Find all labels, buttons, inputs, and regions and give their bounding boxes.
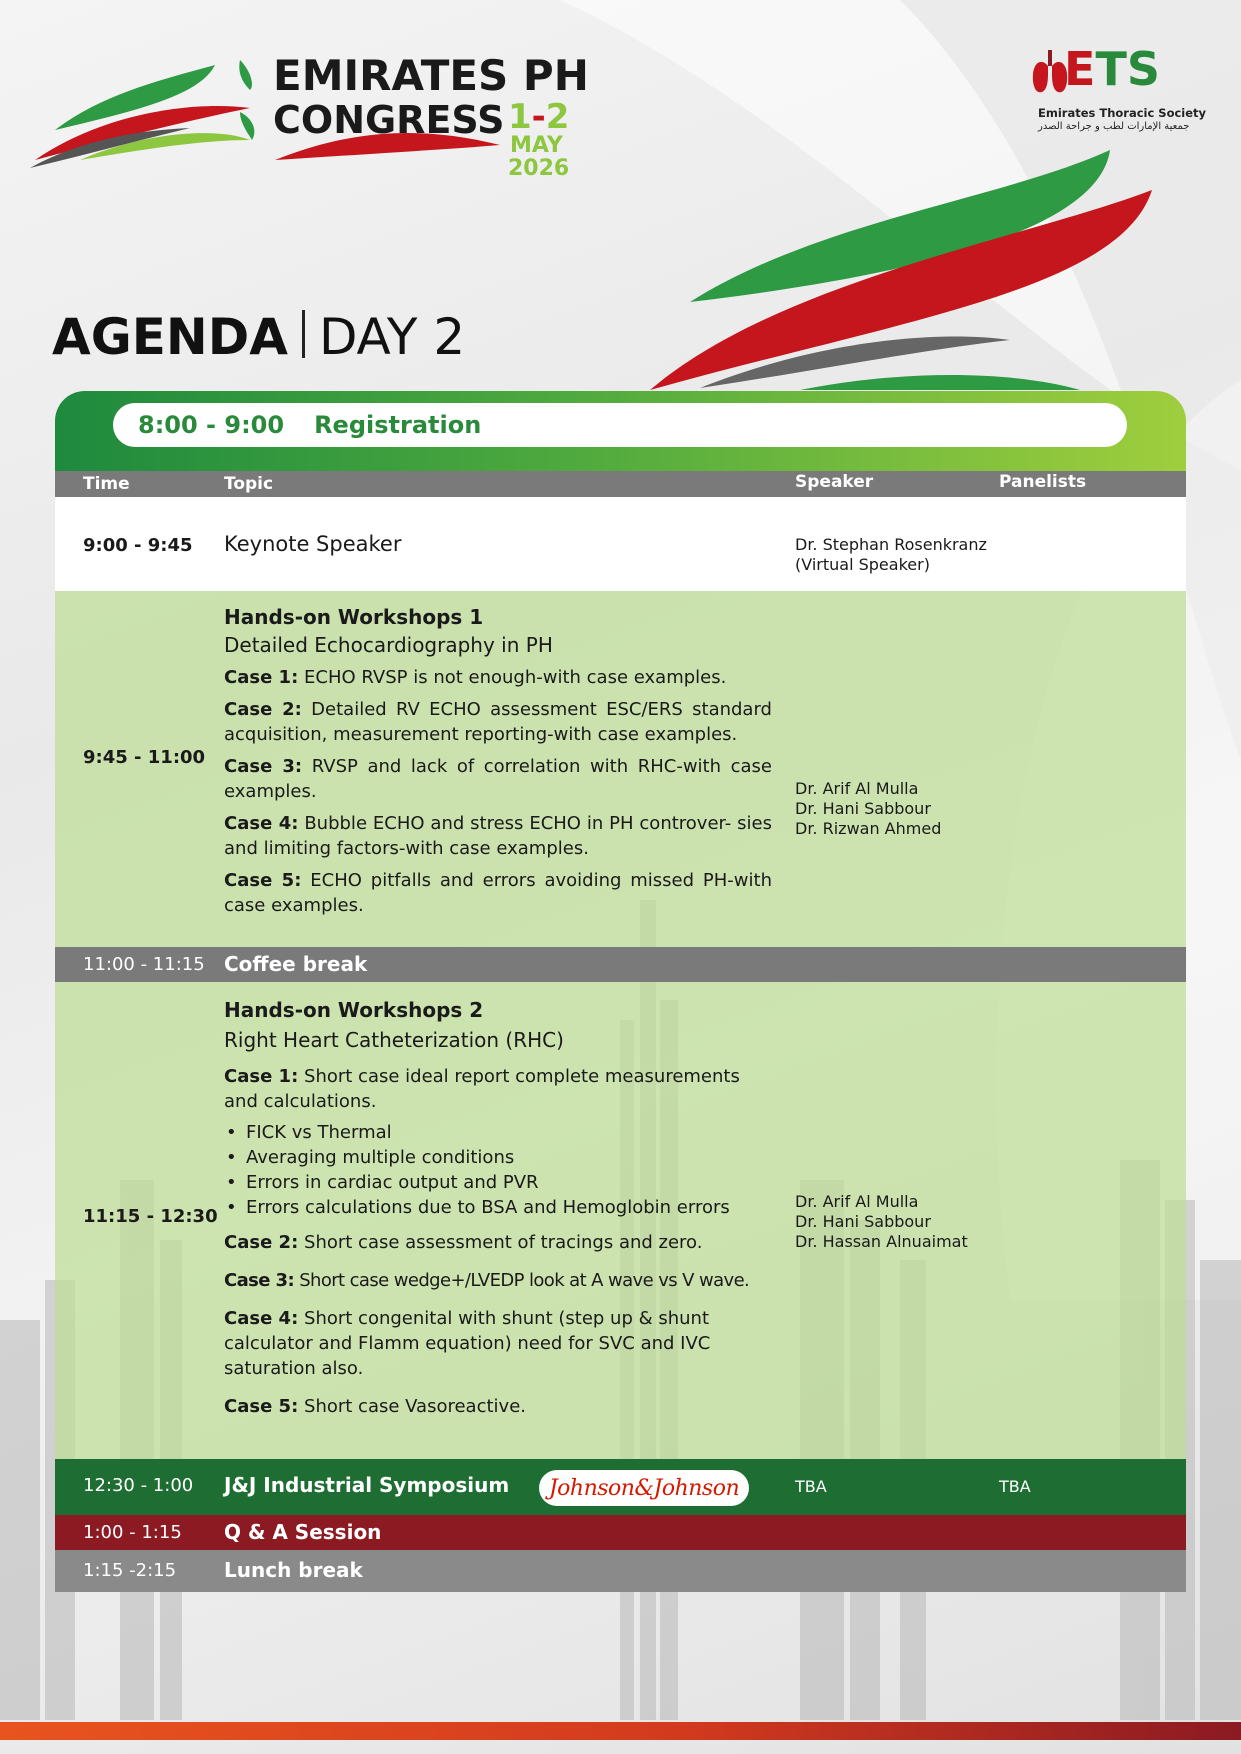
case-label: Case 5: (224, 870, 302, 891)
case-label: Case 1: (224, 1066, 299, 1087)
workshop2-case-4 (224, 1306, 772, 1381)
ets-letter-s: S (1126, 42, 1160, 96)
case-label: Case 3: (224, 756, 303, 777)
symposium-time: 12:30 - 1:00 (83, 1475, 194, 1496)
congress-title: EMIRATES PH (273, 51, 589, 100)
header-time: Time (83, 474, 130, 494)
case-label: Case 3: (224, 1270, 295, 1291)
symposium-row (55, 1459, 1186, 1515)
workshop1-topic (224, 603, 772, 918)
case-label: Case 5: (224, 1396, 299, 1417)
registration-pill (113, 403, 1127, 447)
case-label: Case 2: (224, 699, 302, 720)
workshop2-row (55, 982, 1186, 1459)
workshop1-title: Hands-on Workshops 1 (224, 605, 484, 629)
speaker-name: Dr. Rizwan Ahmed (795, 819, 942, 838)
ets-letter-t: T (1095, 42, 1127, 96)
lunch-row (55, 1550, 1186, 1592)
keynote-speaker-name: Dr. Stephan Rosenkranz (795, 535, 987, 554)
speaker-name: Dr. Arif Al Mulla (795, 779, 919, 798)
workshop1-case-4 (224, 811, 772, 861)
bullet-item: • Errors calculations due to BSA and Hemoglobin errors (224, 1195, 772, 1220)
symposium-label: J&J Industrial Symposium (224, 1473, 510, 1497)
header-panelists: Panelists (999, 472, 1087, 492)
qa-time: 1:00 - 1:15 (83, 1522, 182, 1543)
case-label: Case 1: (224, 667, 299, 688)
case-text: RVSP and lack of correlation with RHC-with case examples. (224, 756, 772, 802)
congress-logo (30, 45, 590, 185)
case-label: Case 4: (224, 1308, 299, 1329)
bullet-item: • Errors in cardiac output and PVR (224, 1170, 772, 1195)
workshop2-time: 11:15 - 12:30 (83, 1206, 218, 1227)
qa-row (55, 1515, 1186, 1550)
keynote-topic: Keynote Speaker (224, 532, 402, 556)
ets-letter-e: E (1064, 42, 1096, 96)
workshop2-speakers (795, 1192, 968, 1252)
speaker-name: Dr. Arif Al Mulla (795, 1192, 919, 1211)
speaker-name: Dr. Hani Sabbour (795, 799, 931, 818)
case-text: ECHO pitfalls and errors avoiding missed PH-with case examples. (224, 870, 772, 916)
society-name: Emirates Thoracic Society (1038, 106, 1207, 120)
workshop2-bullet-list (224, 1120, 772, 1220)
case-text: Short case Vasoreactive. (304, 1396, 526, 1417)
bullet-item: • FICK vs Thermal (224, 1120, 772, 1145)
title-divider (302, 310, 305, 358)
lunch-time: 1:15 -2:15 (83, 1560, 177, 1581)
workshop2-subtitle: Right Heart Catheterization (RHC) (224, 1028, 564, 1052)
coffee-time: 11:00 - 11:15 (83, 954, 205, 975)
speaker-name: Dr. Hassan Alnuaimat (795, 1232, 968, 1251)
registration-label: Registration (314, 411, 482, 439)
workshop2-topic (224, 996, 772, 1419)
workshop1-subtitle: Detailed Echocardiography in PH (224, 633, 553, 657)
day-end: 2 (545, 97, 570, 137)
agenda-label: AGENDA (52, 308, 288, 366)
workshop1-speakers (795, 779, 941, 839)
header-topic: Topic (224, 474, 274, 494)
keynote-speaker (795, 535, 987, 575)
case-text: Short case ideal report complete measurements and calculations. (224, 1066, 740, 1112)
case-label: Case 2: (224, 1232, 299, 1253)
sponsor-logo: Johnson&Johnson (539, 1470, 749, 1506)
coffee-label: Coffee break (224, 952, 368, 976)
ets-logo (1030, 42, 1220, 136)
agenda-day: DAY 2 (318, 308, 466, 366)
day-dash: - (531, 97, 546, 137)
coffee-row (55, 947, 1186, 982)
workshop2-case-5 (224, 1394, 772, 1419)
workshop1-time: 9:45 - 11:00 (83, 747, 206, 768)
workshop1-row (55, 591, 1186, 947)
congress-days (508, 97, 570, 137)
congress-month: MAY (510, 133, 563, 158)
day-start: 1 (508, 97, 532, 137)
workshop2-case-1 (224, 1064, 772, 1114)
case-label: Case 4: (224, 813, 299, 834)
workshop2-title: Hands-on Workshops 2 (224, 998, 484, 1022)
case-text: Bubble ECHO and stress ECHO in PH controver- sies and limiting factors-with case examples. (224, 813, 772, 859)
congress-subtitle: CONGRESS (273, 98, 505, 142)
registration-band (55, 391, 1186, 471)
table-header (55, 471, 1186, 497)
case-text: Detailed RV ECHO assessment ESC/ERS standard acquisition, measurement reporting-with case examples. (224, 699, 772, 745)
case-text: Short congenital with shunt (step up & shunt calculator and Flamm equation) need for SVC and IVC saturation also. (224, 1308, 711, 1379)
header-speaker: Speaker (795, 472, 874, 492)
keynote-row (55, 497, 1186, 591)
society-arabic-name: جمعية الإمارات لطب و جراحة الصدر (1038, 121, 1190, 132)
workshop2-case-3 (224, 1268, 772, 1293)
bullet-item: • Averaging multiple conditions (224, 1145, 772, 1170)
lunch-label: Lunch break (224, 1558, 363, 1582)
agenda-title (52, 308, 466, 366)
case-text: Short case wedge+/LVEDP look at A wave vs V wave. (299, 1270, 750, 1291)
registration-time: 8:00 - 9:00 (138, 411, 285, 439)
workshop1-case-3 (224, 754, 772, 804)
symposium-speaker: TBA (795, 1477, 827, 1496)
keynote-speaker-note: (Virtual Speaker) (795, 555, 930, 574)
agenda-table (55, 391, 1186, 1592)
speaker-name: Dr. Hani Sabbour (795, 1212, 931, 1231)
ets-letters (1064, 42, 1160, 96)
keynote-time: 9:00 - 9:45 (83, 535, 193, 556)
workshop1-case-1 (224, 665, 772, 690)
workshop1-case-2 (224, 697, 772, 747)
case-text: ECHO RVSP is not enough-with case examples. (304, 667, 727, 688)
workshop2-case-2 (224, 1230, 772, 1255)
qa-label: Q & A Session (224, 1520, 382, 1544)
symposium-panelists: TBA (999, 1477, 1031, 1496)
congress-year: 2026 (508, 156, 570, 181)
workshop1-case-5 (224, 868, 772, 918)
footer-bar (0, 1722, 1241, 1740)
case-text: Short case assessment of tracings and zero. (304, 1232, 703, 1253)
